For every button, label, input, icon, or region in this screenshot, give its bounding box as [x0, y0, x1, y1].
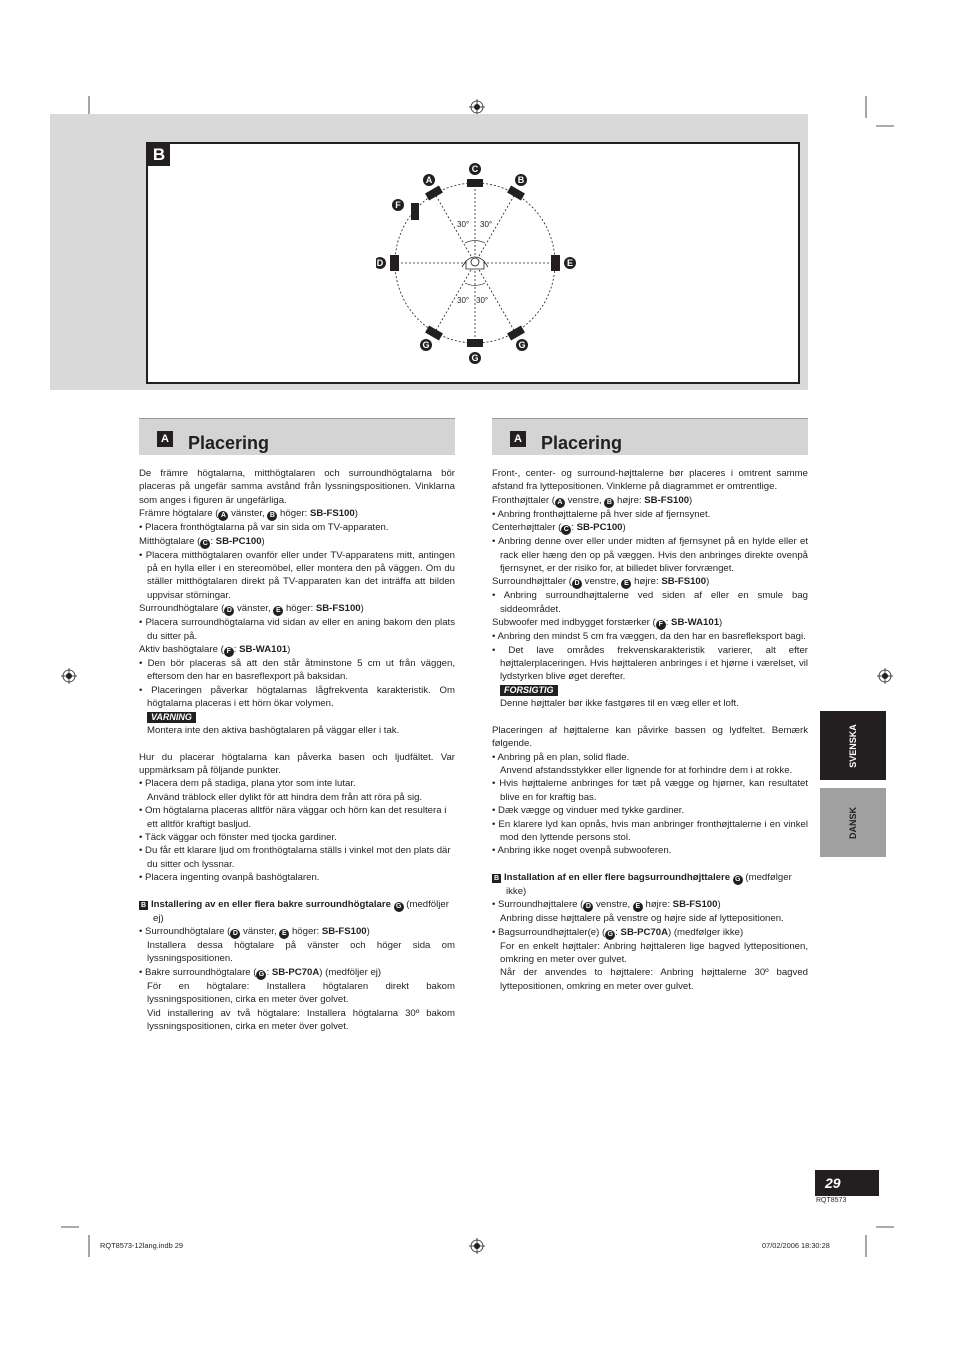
- bullet-1b: Anvend afstandsstykker eller lignende for at forhindre dem i at rokke.: [500, 764, 793, 776]
- bass-label: Subwoofer med indbygget forstærker ( F : SB-WA101): [492, 617, 723, 629]
- install-rear-text-2: Vid installering av två högtalare: Installera högtalarna 30º bakom lyssningspositionen, cirka en meter över golvet.: [147, 1007, 455, 1032]
- install-rear-text-2: Når der anvendes to højttalere: Anbring højttalerne 30º bagved lyttepositionen, omkring en meter over gulvet.: [500, 967, 808, 992]
- registration-mark-left: [61, 668, 77, 684]
- label-g-left: G: [422, 340, 430, 350]
- listener-icon: [462, 257, 488, 269]
- warning-text: Denne højttaler bør ikke fastgøres til en væg eller et loft.: [500, 698, 739, 710]
- bullet-5: • Placera ingenting ovanpå bashögtalaren.: [139, 872, 320, 884]
- registration-mark-right: [877, 668, 893, 684]
- front-bullet: • Anbring fronthøjttalerne på hver side af fjernsynet.: [492, 508, 711, 520]
- registration-mark-bottom: [469, 1238, 485, 1254]
- bullet-4: • En klarere lyd kan opnås, hvis man anbringer fronthøjttalerne i en vinkel mod den lyttende persons stol.: [492, 818, 808, 843]
- speaker-placement-diagram: [376, 160, 576, 370]
- bass-bullet-1: • Anbring den mindst 5 cm fra væggen, da den har en basrefleksport bagi.: [492, 631, 806, 643]
- intro: De främre högtalarna, mitthögtalaren och surroundhögtalarna bör placeras på ungefär samma avstånd från lyssningspositionen. Vinklarna som anges i figuren är ungefärliga.: [139, 468, 455, 506]
- intro: Front-, center- og surround-højttalerne bør placeres i omtrent samme afstand fra lyttepositionen. Vinklerne på diagrammet er omtrentlige.: [492, 468, 808, 493]
- bass-label: Aktiv bashögtalare ( F : SB-WA101): [139, 644, 291, 656]
- registration-mark-top: [469, 99, 485, 115]
- para-2: Hur du placerar högtalarna kan påverka basen och ljudfältet. Var uppmärksam på följande punkter.: [139, 751, 455, 776]
- label-f: F: [395, 200, 401, 210]
- label-d: D: [376, 258, 384, 268]
- center-bullet: • Placera mitthögtalaren ovanför eller under TV-apparatens mitt, antingen på en hylla eller i en stereomöbel, eller montera den på väggen. Om du ställer mitthögtalaren direkt på TV-apparaten kan det inträffa att bilden uppvisar störningar.: [139, 549, 455, 601]
- front-label: Fronthøjttaler ( A venstre, B højre: SB-FS100): [492, 494, 693, 506]
- bass-bullet-2: • Placeringen påverkar högtalarnas lågfrekventa karakteristik. Om högtalarna placeras i ett hörn ökar volymen.: [139, 684, 455, 710]
- speaker-f: [411, 203, 419, 220]
- front-bullet: • Placera fronthögtalarna på var sin sida om TV-apparaten.: [139, 522, 389, 534]
- bullet-1: • Placera dem på stadiga, plana ytor som inte lutar.: [139, 778, 356, 790]
- bullet-1b: Använd träblock eller dylikt för att hindra dem från att röra på sig.: [147, 791, 423, 803]
- label-g-right: G: [518, 340, 526, 350]
- install-surround-text: Installera dessa högtalare på vänster och höger sida om lyssningspositionen.: [147, 939, 455, 965]
- bullet-1: • Anbring på en plan, solid flade.: [492, 751, 630, 763]
- diagram-badge: B: [148, 144, 170, 166]
- speaker-c: [467, 179, 483, 187]
- center-label: Mitthögtalare ( C : SB-PC100): [139, 535, 265, 547]
- tab-dansk: DANSK: [820, 788, 886, 857]
- surround-bullet: • Placera surroundhögtalarna vid sidan av eller en aning bakom den plats du sitter på.: [139, 617, 455, 642]
- angle-bottom-left: 30°: [457, 296, 470, 305]
- install-rear: • Bakre surroundhögtalare ( G : SB-PC70A) (medföljer ej): [139, 966, 382, 978]
- angle-bottom-right: 30°: [476, 296, 489, 305]
- bass-bullet-1: • Den bör placeras så att den står åtminstone 5 cm ut från väggen, eftersom den har en basreflexport på baksidan.: [139, 658, 455, 683]
- warning-label: VARNING: [139, 711, 455, 724]
- angle-top-right: 30°: [480, 220, 493, 229]
- center-bullet: • Anbring denne over eller under midten af fjernsynet på en hylde eller et rack eller hæng den op på væggen. Hvis den anbringes direkte ovenpå fjernsynet, er der risiko for, at billedet bliver forvrænget.: [492, 536, 808, 575]
- warning-label: FORSIGTIG: [492, 684, 808, 697]
- install-surround-text: Anbring disse højttalere på venstre og højre side af lyttepositionen.: [500, 913, 784, 925]
- label-e: E: [566, 258, 574, 268]
- section-header-svenska: [139, 418, 455, 455]
- speaker-b: [507, 186, 525, 201]
- section-title: Placering: [188, 433, 270, 453]
- bullet-2: • Hvis højttalerne anbringes for tæt på vægge og hjørner, kan resultatet blive en for kraftig bas.: [492, 778, 808, 803]
- section-letter: A: [157, 431, 173, 447]
- speaker-g-left: [425, 326, 443, 341]
- speaker-g-center: [467, 339, 483, 347]
- speaker-e: [551, 255, 560, 271]
- bullet-3: • Täck väggar och fönster med tjocka gardiner.: [139, 831, 337, 843]
- speaker-d: [390, 255, 399, 271]
- tab-svenska: SVENSKA: [820, 711, 886, 780]
- speaker-a: [425, 186, 443, 201]
- surround-label: Surroundhøjttaler ( D venstre, E højre: SB-FS100): [492, 576, 710, 588]
- label-g-center: G: [471, 353, 479, 363]
- section-title: Placering: [541, 433, 623, 453]
- bullet-4: • Du får ett klarare ljud om fronthögtalarna ställs i vinkel mot den plats där du sitter och lyssnar.: [139, 845, 451, 870]
- center-label: Centerhøjttaler ( C : SB-PC100): [492, 522, 626, 534]
- bullet-5: • Anbring ikke noget ovenpå subwooferen.: [492, 845, 672, 857]
- bullet-3: • Dæk vægge og vinduer med tykke gardiner.: [492, 805, 685, 817]
- install-heading: B Installation af en eller flere bagsurroundhøjttalere G (medfølger ikke): [493, 871, 792, 897]
- angle-top-left: 30°: [457, 220, 470, 229]
- install-surround: • Surroundhøjttalere ( D venstre, E højre: SB-FS100): [492, 899, 721, 911]
- warning-text: Montera inte den aktiva bashögtalaren på väggar eller i tak.: [147, 725, 400, 737]
- footer-date: 07/02/2006 18:30:28: [762, 1241, 830, 1250]
- install-rear-text-1: För en högtalare: Installera högtalaren direkt bakom lyssningspositionen, cirka en meter över golvet.: [147, 980, 455, 1006]
- surround-label: Surroundhögtalare ( D vänster, E höger: SB-FS100): [139, 603, 364, 615]
- label-b: B: [517, 175, 525, 185]
- bullet-2: • Om högtalarna placeras alltför nära väggar och hörn kan det resultera i ett alltför kraftigt basljud.: [139, 805, 447, 830]
- section-letter: A: [510, 431, 526, 447]
- page-number: 29: [815, 1170, 879, 1196]
- page-code: RQT8573: [816, 1197, 847, 1204]
- front-label: Främre högtalare ( A vänster, B höger: SB-FS100): [139, 508, 358, 520]
- install-rear-text-1: For en enkelt højttaler: Anbring højttaleren lige bagved lyttepositionen, omkring en meter over gulvet.: [500, 940, 808, 965]
- install-heading: B Installering av en eller flera bakre surroundhögtalare G (medföljer ej): [140, 898, 449, 924]
- section-header-dansk: [492, 418, 808, 455]
- speaker-g-right: [507, 326, 525, 341]
- label-a: A: [425, 175, 433, 185]
- surround-bullet: • Anbring surroundhøjttalerne ved siden af eller en smule bag siddeområdet.: [492, 590, 808, 615]
- label-c: C: [471, 164, 479, 174]
- footer-file: RQT8573-12lang.indb 29: [100, 1241, 183, 1250]
- column-svenska: [139, 467, 455, 1033]
- bass-bullet-2: • Det lave områdes frekvenskarakteristik varierer, alt efter højttalerplaceringen. Hvis højttaleren anbringes i et hjørne i værelset, vil lydstyrken blive øget derefter.: [492, 644, 808, 683]
- install-rear: • Bagsurroundhøjttaler(e) ( G : SB-PC70A) (medfølger ikke): [492, 926, 744, 938]
- install-surround: • Surroundhögtalare ( D vänster, E höger: SB-FS100): [139, 925, 370, 937]
- column-dansk: [492, 467, 808, 993]
- para-2: Placeringen af højttalerne kan påvirke bassen og lydfeltet. Bemærk følgende.: [492, 724, 808, 750]
